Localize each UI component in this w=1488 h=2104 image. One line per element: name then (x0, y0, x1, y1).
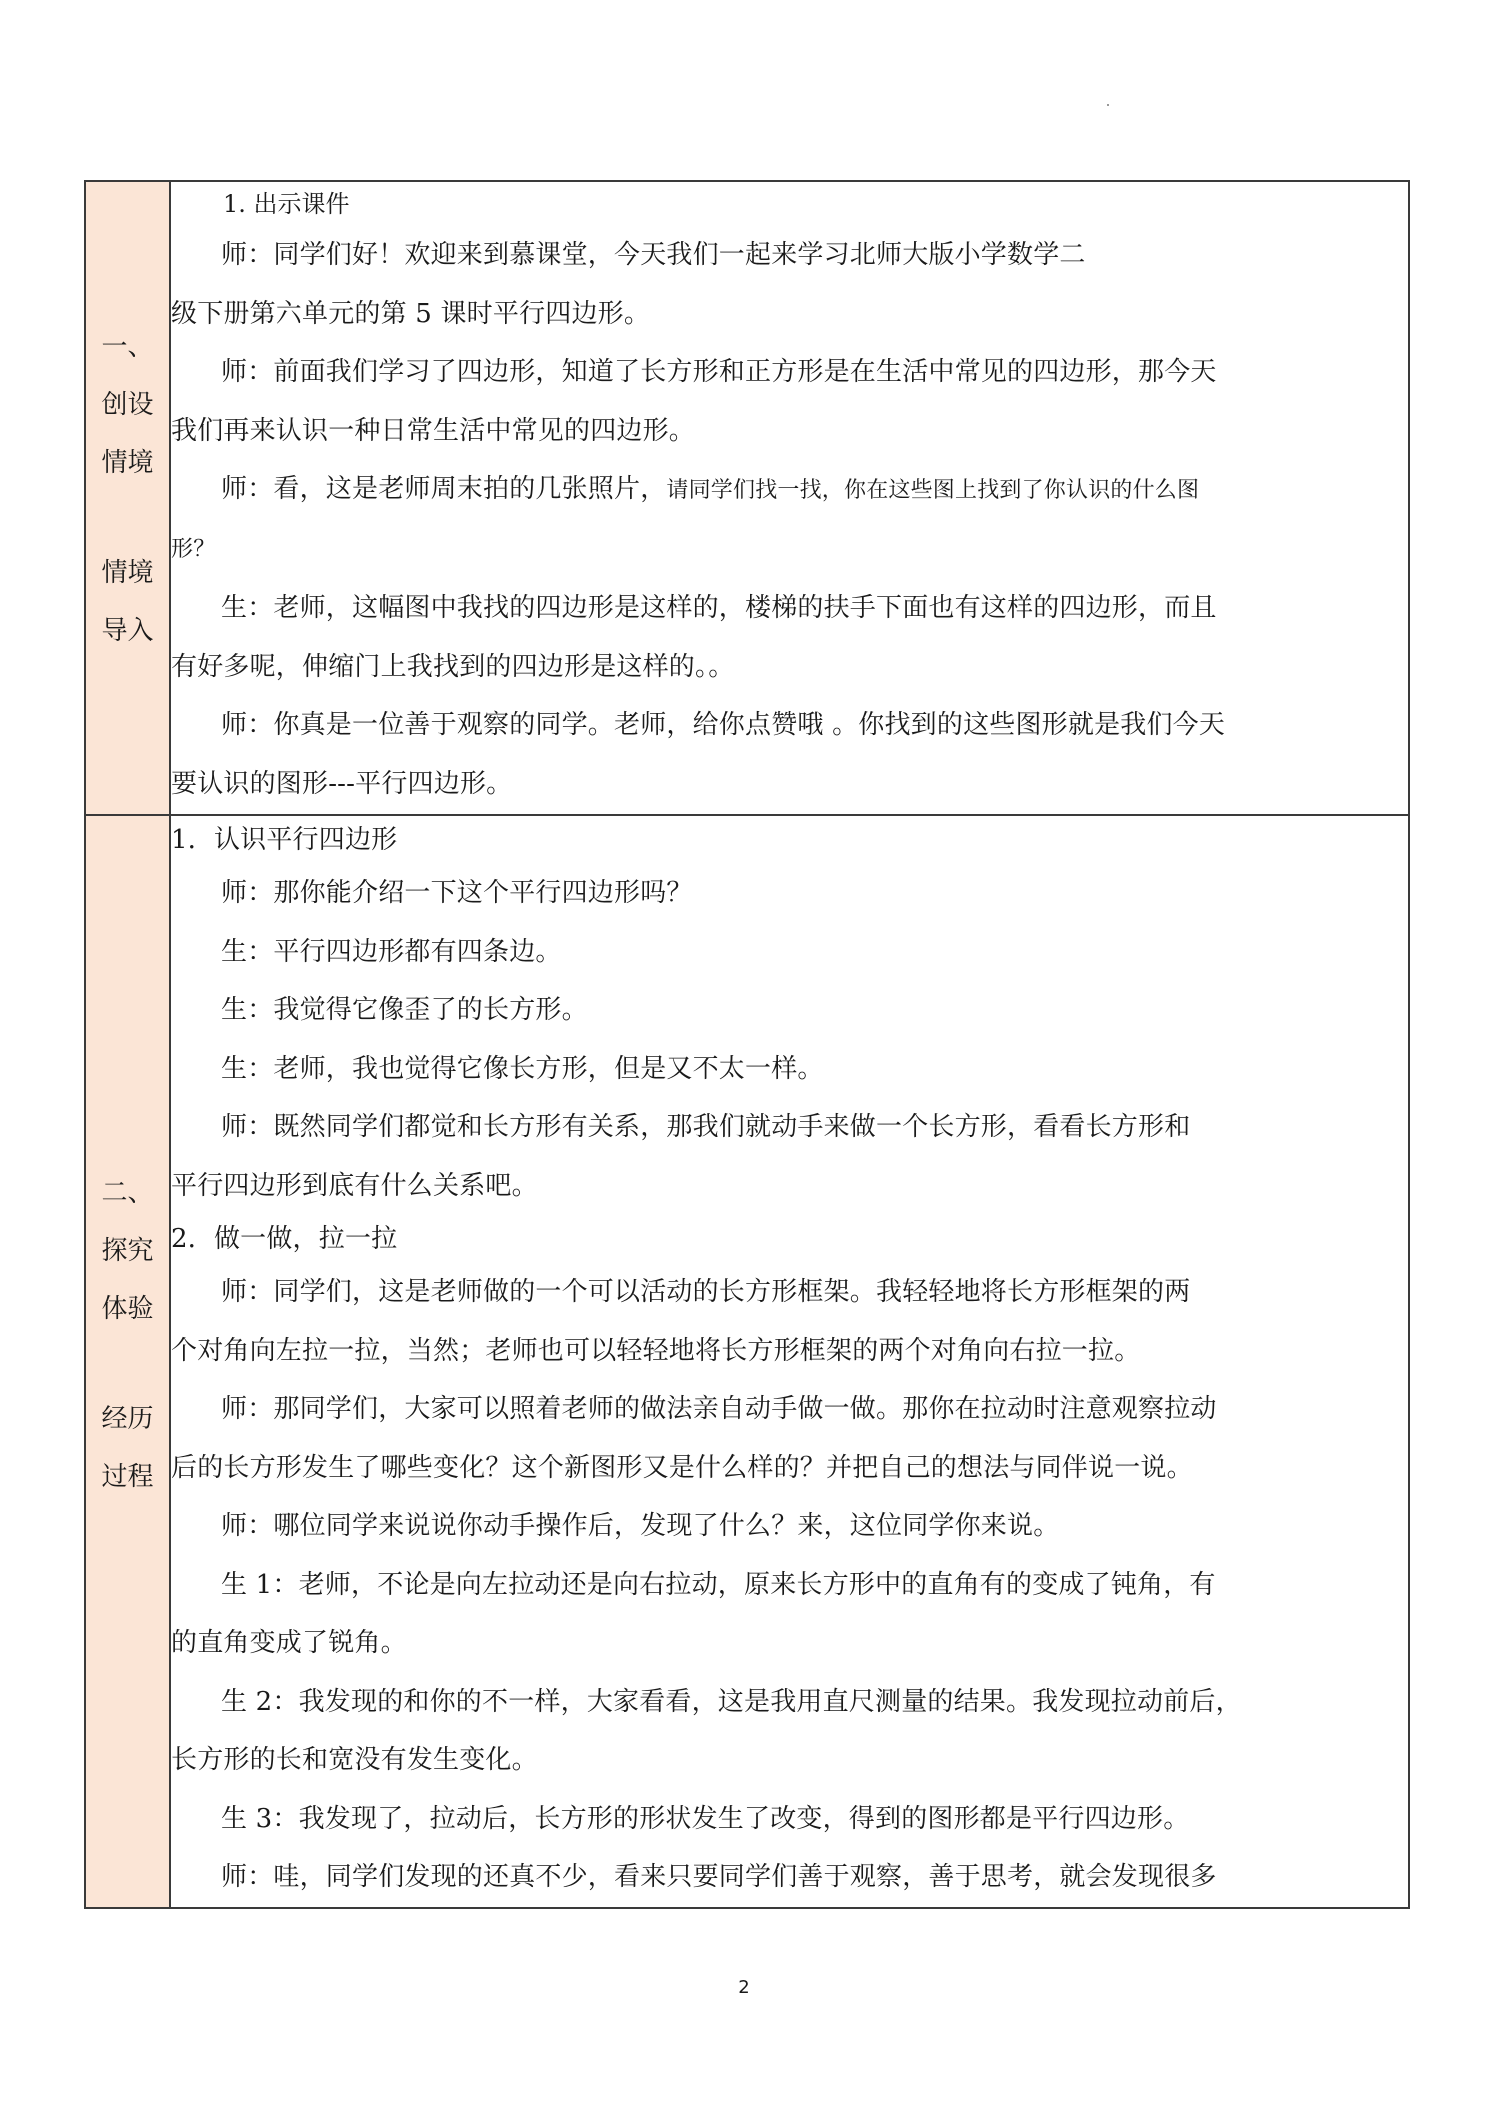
dialogue-line: 我们再来认识一种日常生活中常见的四边形。 (171, 415, 696, 446)
dialogue-line: 师：前面我们学习了四边形，知道了长方形和正方形是在生活中常见的四边形，那今天 (221, 357, 1217, 387)
stage-row-1 (85, 181, 1409, 815)
dialogue-line: 长方形的长和宽没有发生变化。 (171, 1745, 538, 1775)
stage-label-line: 一、 (101, 332, 154, 362)
stage-label-cell (85, 815, 170, 1908)
dialogue-line: 师：那同学们，大家可以照着老师的做法亲自动手做一做。那你在拉动时注意观察拉动 (221, 1394, 1217, 1424)
dialogue-line: 生 2：我发现的和你的不一样，大家看看，这是我用直尺测量的结果。我发现拉动前后， (221, 1686, 1242, 1717)
stage-label-line: 导入 (101, 616, 154, 646)
stage-label-line: 情境 (101, 558, 154, 588)
stage-label-line: 探究 (101, 1236, 154, 1266)
stage-label-line: 二、 (101, 1178, 154, 1208)
dialogue-line: 后的长方形发生了哪些变化？这个新图形又是什么样的？并把自己的想法与同伴说一说。 (171, 1452, 1193, 1483)
dialogue-line: 形？ (171, 536, 216, 562)
dialogue-line: 师：同学们好！欢迎来到慕课堂，今天我们一起来学习北师大版小学数学二 (221, 240, 1086, 270)
dialogue-line: 级下册第六单元的第 5 课时平行四边形。 (171, 298, 651, 329)
dialogue-line: 师：哪位同学来说说你动手操作后，发现了什么？来，这位同学你来说。 (221, 1511, 1060, 1541)
dialogue-line: 生 3：我发现了，拉动后，长方形的形状发生了改变，得到的图形都是平行四边形。 (221, 1803, 1190, 1834)
dialogue-line: 师：既然同学们都觉和长方形有关系，那我们就动手来做一个长方形，看看长方形和 (221, 1112, 1191, 1142)
dialogue-line: 师：哇，同学们发现的还真不少，看来只要同学们善于观察，善于思考，就会发现很多 (221, 1862, 1217, 1892)
section-heading: 1．认识平行四边形 (171, 825, 398, 855)
stage-label-line: 过程 (101, 1462, 154, 1492)
dialogue-line: 生：老师，这幅图中我找的四边形是这样的，楼梯的扶手下面也有这样的四边形，而且 (221, 593, 1217, 623)
dialogue-line: 要认识的图形---平行四边形。 (171, 768, 513, 799)
stage-label-line: 创设 (101, 390, 154, 420)
dialogue-line: 生：我觉得它像歪了的长方形。 (221, 995, 588, 1025)
dialogue-text: 师：看，这是老师周末拍的几张照片， (221, 474, 667, 504)
dialogue-line: 个对角向左拉一拉，当然；老师也可以轻轻地将长方形框架的两个对角向右拉一拉。 (171, 1335, 1141, 1366)
stage-content-cell (170, 815, 1409, 1908)
stage-label-line: 经历 (101, 1404, 154, 1434)
dialogue-line: 师：那你能介绍一下这个平行四边形吗？ (221, 878, 693, 908)
dialogue-line: 平行四边形到底有什么关系吧。 (171, 1170, 538, 1201)
section-heading: 2．做一做，拉一拉 (171, 1224, 398, 1254)
dialogue-text-small: 请同学们找一找，你在这些图上找到了你认识的什么图 (666, 478, 1200, 503)
dialogue-line: 生：老师，我也觉得它像长方形，但是又不太一样。 (221, 1053, 824, 1084)
dialogue-line: 的直角变成了锐角。 (171, 1628, 407, 1658)
dialogue-line: 生：平行四边形都有四条边。 (221, 936, 562, 967)
stage-label-line: 体验 (101, 1294, 154, 1324)
dialogue-line: 师：同学们，这是老师做的一个可以活动的长方形框架。我轻轻地将长方形框架的两 (221, 1277, 1191, 1307)
stage-label-cell (85, 181, 170, 815)
dialogue-line: 生 1：老师，不论是向左拉动还是向右拉动，原来长方形中的直角有的变成了钝角，有 (221, 1569, 1216, 1600)
stage-row-2 (85, 815, 1409, 1908)
dialogue-line (171, 460, 1408, 521)
stage-content-cell (170, 181, 1409, 815)
corner-mark (1107, 104, 1109, 106)
dialogue-line: 有好多呢，伸缩门上我找到的四边形是这样的。。 (171, 651, 735, 682)
stage-label-line: 情境 (101, 448, 154, 478)
lesson-plan-table (84, 180, 1410, 1909)
page-number: 2 (738, 1977, 750, 1998)
section-heading: 1. 出示课件 (223, 190, 350, 218)
dialogue-line: 师：你真是一位善于观察的同学。老师，给你点赞哦 。你找到的这些图形就是我们今天 (221, 710, 1226, 740)
